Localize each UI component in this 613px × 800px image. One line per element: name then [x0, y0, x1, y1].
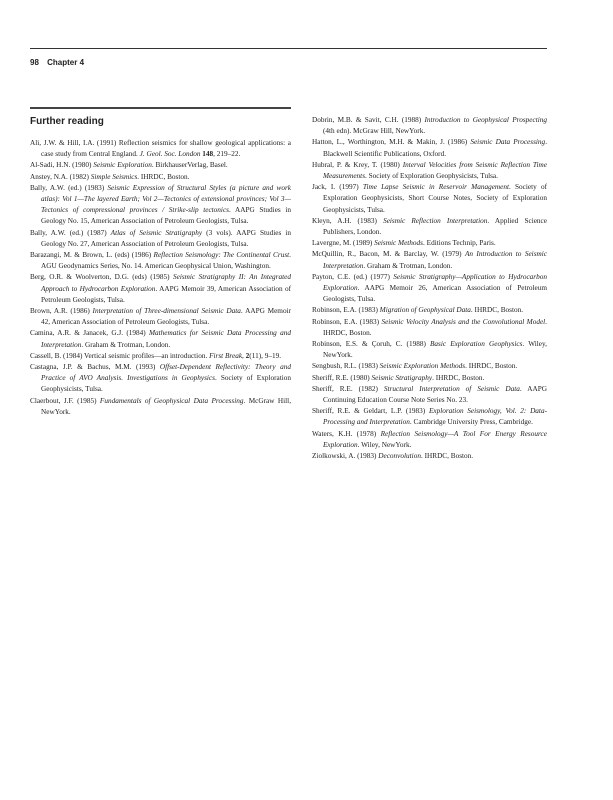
- section-rule: [30, 107, 291, 109]
- reference-it: Seismic Methods: [374, 239, 424, 248]
- reference-post: . AGU Geodynamics Series, No. 14. American Geophysical Union, Washington.: [41, 251, 291, 271]
- reference-it: Time Lapse Seismic in Reservoir Management: [362, 183, 510, 192]
- reference-pre: Brown, A.R. (1986): [30, 307, 93, 316]
- reference-entry: [312, 238, 547, 249]
- reference-it: Introduction to Geophysical Prospecting: [424, 116, 548, 124]
- reference-bold: 2: [245, 351, 250, 360]
- reference-pre: Camina, A.R. & Janacek, G.J. (1984): [30, 329, 149, 338]
- reference-post: . Society of Exploration Geophysicists, Short Course Notes, Society of Exploration Geophysicists, Tulsa.: [323, 183, 547, 214]
- reference-post: . IHRDC, Boston.: [420, 452, 474, 461]
- reference-entry: [312, 317, 547, 339]
- reference-pre: Jack, I. (1997): [312, 183, 363, 192]
- reference-entry: [312, 137, 547, 159]
- chapter-label: Chapter 4: [47, 58, 85, 67]
- reference-pre: Castagna, J.P. & Bachus, M.M. (1993): [30, 363, 160, 372]
- reference-post: . IHRDC, Boston.: [323, 317, 547, 337]
- reference-pre: Kleyn, A.H. (1983): [312, 216, 384, 225]
- reference-post: . McGraw Hill, NewYork.: [41, 396, 292, 416]
- reference-post: . Society of Exploration Geophysicists, Tulsa.: [365, 172, 498, 181]
- reference-entry: [30, 351, 291, 362]
- reference-entry: [312, 216, 547, 238]
- reference-it: Migration of Geophysical Data: [379, 306, 471, 315]
- reference-entry: [30, 362, 291, 396]
- reference-it: An Introduction to Seismic Interpretation: [323, 250, 547, 270]
- reference-post: . Editions Technip, Paris.: [423, 239, 496, 248]
- reference-post2: , 219–22.: [213, 150, 241, 159]
- reference-it: Seismic Data Processing: [470, 138, 546, 147]
- reference-post: . AAPG Memoir 39, American Association of Petroleum Geologists, Tulsa.: [41, 284, 291, 304]
- reference-post: (3 vols). AAPG Studies in Geology No. 27, American Association of Petroleum Geologists, Tulsa.: [41, 228, 292, 248]
- reference-entry: [30, 228, 291, 250]
- reference-post: . AAPG Memoir 42, American Association of Petroleum Geologists, Tulsa.: [41, 307, 291, 327]
- reference-entry: [30, 272, 291, 306]
- reference-pre: Ali, J.W. & Hill, I.A. (1991) Reflection seismics for shallow geological applications: a case study from Central England.: [30, 139, 291, 159]
- reference-it: Interval Velocities from Seismic Reflection Time Measurements: [323, 160, 547, 181]
- page-number: 98: [30, 58, 39, 67]
- reference-it: Interpretation of Three-dimensional Seismic Data: [92, 307, 241, 316]
- right-column: [312, 115, 547, 462]
- reference-entry: [30, 183, 291, 228]
- reference-pre: Bally, A.W. (ed.) (1987): [30, 228, 111, 237]
- reference-post: . AAPG Memoir 26, American Association of Petroleum Geologists, Tulsa.: [323, 284, 547, 304]
- reference-post: . Applied Science Publishers, London.: [323, 216, 547, 237]
- reference-it: Seismic Velocity Analysis and the Convolutional Model: [381, 317, 546, 326]
- reference-post2: (11), 9–19.: [249, 351, 282, 360]
- reference-post: . IHRDC, Boston.: [465, 362, 518, 371]
- reference-post: ,: [242, 351, 246, 360]
- reference-entry: [312, 182, 547, 216]
- reference-post: . Graham & Trotman, London.: [81, 340, 171, 349]
- running-header: [30, 48, 547, 67]
- reference-list-right: [312, 115, 547, 462]
- section-title: Further reading: [30, 116, 104, 127]
- reference-it: J. Geol. Soc. London: [139, 150, 201, 159]
- reference-it: Seismic Exploration: [93, 161, 152, 170]
- reference-pre: Waters, K.H. (1978): [312, 429, 381, 438]
- reference-pre: Hubral, P. & Krey, T. (1980): [312, 160, 403, 169]
- reference-pre: Cassell, B. (1984) Vertical seismic profiles—an introduction.: [30, 351, 210, 360]
- reference-pre: Robinson, E.S. & Çoruh, C. (1988): [312, 340, 430, 349]
- reference-post: (4th edn). McGraw Hill, NewYork.: [323, 127, 426, 136]
- reference-it: First Break: [209, 351, 243, 360]
- reference-it: Seismic Exploration Methods: [379, 362, 466, 371]
- reference-it: Structural Interpretation of Seismic Data: [383, 384, 520, 393]
- reference-pre: McQuillin, R., Bacon, M. & Barclay, W. (1979): [312, 250, 465, 259]
- reference-entry: [312, 249, 547, 271]
- reference-pre: Dobrin, M.B. & Savit, C.H. (1988): [312, 116, 425, 124]
- reference-it: Atlas of Seismic Stratigraphy: [110, 228, 203, 237]
- reference-pre: Sheriff, R.E. & Geldart, L.P. (1983): [312, 407, 429, 416]
- reference-pre: Barazangi, M. & Brown, L. (eds) (1986): [30, 251, 154, 260]
- reference-pre: Sheriff, R.E. (1980): [312, 373, 372, 382]
- reference-entry: [312, 406, 547, 428]
- reference-post: . IHRDC, Boston.: [470, 306, 524, 315]
- reference-pre: Robinson, E.A. (1983): [312, 306, 380, 315]
- reference-post: . AAPG Continuing Education Course Note Series No. 23.: [323, 384, 547, 405]
- reference-it: Seismic Stratigraphy—Application to Hydrocarbon Exploration: [323, 272, 548, 293]
- reference-it: Seismic Stratigraphy: [371, 373, 433, 382]
- reference-entry: [312, 305, 547, 316]
- reference-post: . IHRDC, Boston.: [137, 172, 190, 181]
- reference-pre: Hatton, L., Worthington, M.H. & Makin, J. (1986): [312, 138, 471, 147]
- reference-it: Reflection Seismology—A Tool For Energy Resource Exploration: [323, 429, 547, 449]
- reference-it: Exploration Seismology, Vol. 2: Data-Processing and Interpretation: [323, 407, 547, 427]
- reference-it: Mathematics for Seismic Data Processing and Interpretation: [41, 329, 291, 349]
- reference-it: Seismic Stratigraphy II: An Integrated Approach to Hydrocarbon Exploration: [41, 273, 291, 293]
- reference-post: . Graham & Trotman, London.: [363, 261, 453, 270]
- reference-entry: [30, 172, 291, 183]
- reference-post: . Wiley, NewYork.: [323, 340, 547, 360]
- reference-it: Deconvolution: [378, 452, 421, 461]
- reference-pre: Sheriff, R.E. (1982): [312, 384, 384, 393]
- reference-post: . AAPG Studies in Geology No. 15, American Association of Petroleum Geologists, Tulsa.: [41, 206, 291, 226]
- reference-entry: [312, 272, 547, 306]
- reference-pre: Sengbush, R.L. (1983): [312, 362, 380, 371]
- reference-entry: [312, 339, 547, 361]
- reference-entry: [312, 429, 547, 451]
- reference-entry: [312, 160, 547, 182]
- reference-pre: Ziolkowski, A. (1983): [312, 452, 379, 461]
- reference-it: Simple Seismics: [90, 172, 138, 181]
- reference-pre: Bally, A.W. (ed.) (1983): [30, 183, 108, 192]
- reference-pre: Anstey, N.A. (1982): [30, 172, 91, 181]
- reference-bold: 148: [202, 150, 214, 159]
- reference-entry: [30, 396, 291, 418]
- reference-it: Seismic Expression of Structural Styles (a picture and work atlas): Vol 1—The layered Earth; Vol 2—Tectonics of extensional provinces; Vol 3—Tectonics of compressional provinces / Strike-slip tectonics: [41, 183, 291, 215]
- reference-post: . Blackwell Scientific Publications, Oxford.: [323, 138, 547, 158]
- reference-pre: Lavergne, M. (1989): [312, 239, 375, 248]
- reference-it: Offset-Dependent Reflectivity: Theory and Practice of AVO Analysis. Investigations in Geophysics: [41, 363, 291, 383]
- reference-pre: Berg, O.R. & Woolverton, D.G. (eds) (1985): [30, 273, 173, 282]
- reference-list-left: [30, 138, 291, 418]
- reference-entry: [312, 373, 547, 384]
- reference-entry: [312, 384, 547, 406]
- reference-entry: [30, 138, 291, 160]
- reference-entry: [312, 115, 547, 137]
- reference-it: Basic Exploration Geophysics: [430, 340, 523, 349]
- reference-entry: [312, 451, 547, 462]
- reference-entry: [30, 160, 291, 171]
- reference-it: Fundamentals of Geophysical Data Processing: [99, 396, 244, 405]
- reference-pre: Payton, C.E. (ed.) (1977): [312, 272, 394, 281]
- reference-post: . Cambridge University Press, Cambridge.: [409, 418, 533, 427]
- reference-entry: [30, 250, 291, 272]
- reference-it: Reflection Seismology: The Continental Crust: [153, 251, 290, 260]
- reference-pre: Claerbout, J.F. (1985): [30, 396, 100, 405]
- reference-post: . Wiley, NewYork.: [357, 440, 412, 449]
- reference-entry: [30, 328, 291, 350]
- left-column: [30, 107, 291, 418]
- reference-pre: Robinson, E.A. (1983): [312, 317, 382, 326]
- reference-it: Seismic Reflection Interpretation: [383, 216, 488, 225]
- reference-post: . Society of Exploration Geophysicists, Tulsa.: [41, 374, 291, 394]
- reference-entry: [312, 361, 547, 372]
- reference-pre: Al-Sadi, H.N. (1980): [30, 161, 94, 170]
- reference-entry: [30, 306, 291, 328]
- reference-post: . BirkhauserVerlag, Basel.: [151, 161, 228, 170]
- reference-post: . IHRDC, Boston.: [432, 373, 485, 382]
